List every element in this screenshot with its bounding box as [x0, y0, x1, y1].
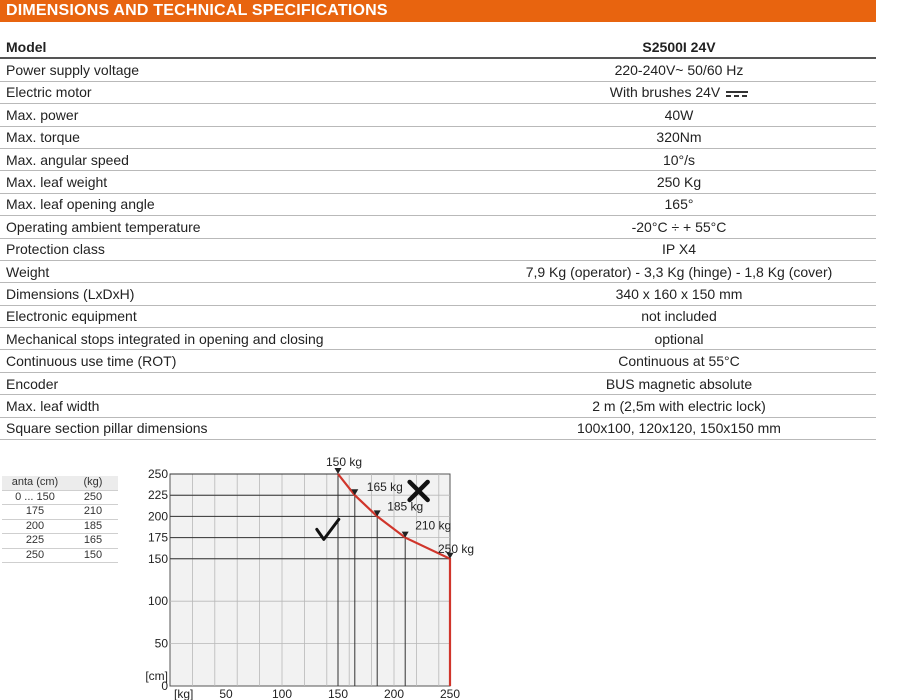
- y-axis-unit: [cm]: [145, 669, 168, 683]
- spec-label: Mechanical stops integrated in opening and closing: [0, 328, 482, 350]
- spec-value-text: 7,9 Kg (operator) - 3,3 Kg (hinge) - 1,8 Kg (cover): [525, 263, 833, 280]
- leaf-table-header-width: anta (cm): [2, 476, 68, 490]
- leaf-weight-cell: 185: [68, 519, 118, 534]
- x-tick-label: 150: [327, 687, 349, 700]
- leaf-width-cell: 250: [2, 548, 68, 563]
- spec-value-text: 100x100, 120x120, 150x150 mm: [577, 420, 781, 437]
- leaf-table-header-weight: (kg): [68, 476, 118, 490]
- spec-label: Square section pillar dimensions: [0, 417, 482, 439]
- y-tick-label: 225: [147, 488, 168, 503]
- annotation-label: 250 kg: [438, 541, 475, 556]
- spec-value-text: With brushes 24V: [609, 84, 721, 101]
- spec-label: Max. angular speed: [0, 148, 482, 170]
- spec-header-value: S2500I 24V: [482, 36, 876, 58]
- leaf-weight-cell: 150: [68, 548, 118, 563]
- leaf-width-cell: 175: [2, 505, 68, 520]
- leaf-weight-cell: 250: [68, 490, 118, 505]
- y-tick-label: 150: [147, 551, 168, 566]
- spec-value-text: optional: [654, 330, 704, 347]
- spec-value-text: not included: [641, 308, 717, 325]
- y-tick-label: 175: [147, 530, 168, 545]
- leaf-weight-cell: 210: [68, 505, 118, 520]
- y-tick-label: 100: [147, 594, 168, 609]
- spec-value-text: BUS magnetic absolute: [605, 375, 753, 392]
- spec-label: Power supply voltage: [0, 58, 482, 81]
- x-axis-unit: [kg]: [174, 687, 194, 700]
- y-tick-label: 0: [161, 679, 168, 693]
- spec-value-text: 165°: [664, 196, 694, 213]
- x-tick-label: 250: [439, 687, 461, 700]
- x-tick-label: 50: [219, 687, 233, 700]
- spec-value-text: Continuous at 55°C: [618, 353, 740, 370]
- spec-label: Max. leaf weight: [0, 171, 482, 193]
- leaf-width-cell: 225: [2, 534, 68, 549]
- leaf-weight-cell: 165: [68, 534, 118, 549]
- spec-label: Weight: [0, 260, 482, 282]
- spec-value-text: IP X4: [662, 241, 696, 258]
- spec-value-text: 10°/s: [662, 151, 696, 168]
- spec-value-text: 220-240V~ 50/60 Hz: [614, 62, 744, 79]
- spec-label: Operating ambient temperature: [0, 216, 482, 238]
- spec-value-text: 40W: [664, 106, 694, 123]
- annotation-label: 165 kg: [366, 480, 403, 495]
- x-tick-label: 100: [271, 687, 293, 700]
- annotation-label: 185 kg: [387, 499, 424, 514]
- spec-label: Max. power: [0, 104, 482, 126]
- spec-value-text: 340 x 160 x 150 mm: [615, 285, 743, 302]
- spec-label: Electronic equipment: [0, 305, 482, 327]
- spec-value-text: 320Nm: [656, 129, 702, 146]
- x-tick-label: 200: [383, 687, 405, 700]
- spec-label: Protection class: [0, 238, 482, 260]
- leaf-width-cell: 0 ... 150: [2, 490, 68, 505]
- spec-label: Encoder: [0, 372, 482, 394]
- section-title: DIMENSIONS AND TECHNICAL SPECIFICATIONS: [6, 2, 388, 19]
- spec-value-text: 2 m (2,5m with electric lock): [592, 397, 766, 414]
- leaf-width-cell: 200: [2, 519, 68, 534]
- y-tick-label: 250: [147, 467, 168, 481]
- spec-label: Max. leaf opening angle: [0, 193, 482, 215]
- spec-label: Max. leaf width: [0, 395, 482, 417]
- spec-header-label: Model: [0, 36, 482, 58]
- annotation-label: 150 kg: [326, 455, 363, 469]
- annotation-label: 210 kg: [415, 518, 452, 533]
- y-tick-label: 50: [154, 636, 168, 651]
- spec-label: Dimensions (LxDxH): [0, 283, 482, 305]
- spec-value-text: -20°C ÷ + 55°C: [631, 218, 727, 235]
- spec-label: Electric motor: [0, 81, 482, 103]
- spec-value-text: 250 Kg: [656, 174, 702, 191]
- spec-label: Continuous use time (ROT): [0, 350, 482, 372]
- y-tick-label: 200: [147, 509, 168, 524]
- spec-label: Max. torque: [0, 126, 482, 148]
